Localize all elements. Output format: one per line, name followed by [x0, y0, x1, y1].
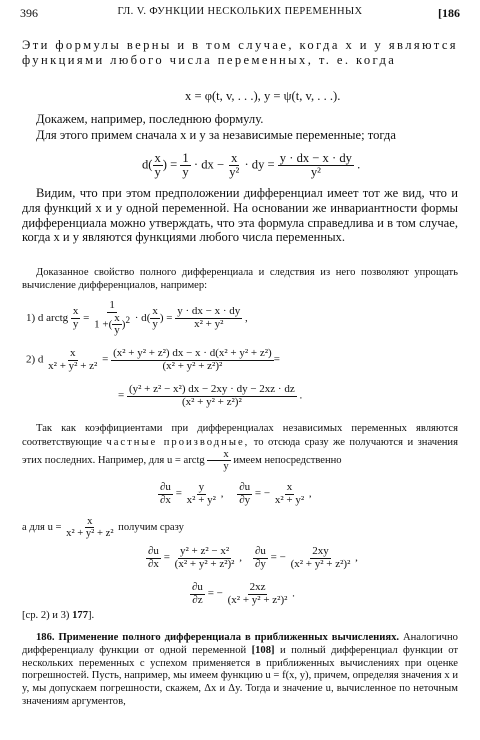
- eq-sign: =: [118, 389, 125, 402]
- reference-line: [22, 610, 94, 623]
- partials-arctg: [158, 482, 312, 506]
- page-number: 396: [20, 6, 38, 20]
- paragraph-property: Доказанное свойство полного дифференциала и следствия из него позволяют упрощать вычисление дифференциалов, например:: [22, 267, 458, 291]
- d-arctg: d arctg: [37, 311, 69, 324]
- frac-num: x: [231, 151, 238, 165]
- frac-num: x: [286, 481, 293, 493]
- frac-num: x: [152, 305, 158, 318]
- frac-den: 1 +( $\frac{x}{y}$ )$^2$: [94, 311, 131, 337]
- section-ref: [186: [438, 6, 460, 20]
- comma: ,: [355, 551, 358, 564]
- frac-den: ∂y: [254, 557, 266, 570]
- square: 2: [125, 314, 131, 325]
- text-segment: имеем непосредственно: [233, 455, 342, 467]
- frac-den: x² + y²: [194, 317, 224, 330]
- frac-num: x: [72, 305, 79, 318]
- eq-sign: =: [83, 311, 90, 324]
- frac-num: ∂u: [148, 545, 159, 557]
- text-segment: ].: [88, 610, 95, 621]
- comma: ,: [220, 487, 224, 500]
- text-segment: [ср. 2) и 3): [22, 610, 70, 621]
- frac-den: (x² + y² + z²)²: [181, 395, 242, 408]
- frac-num: x: [70, 347, 76, 359]
- eq-minus: = −: [254, 487, 271, 500]
- eq-minus: = −: [270, 551, 286, 564]
- frac-den: (x² + y² + z²)²: [227, 593, 288, 606]
- frac-den: ∂z: [192, 593, 203, 606]
- frac-num: ∂u: [192, 581, 203, 593]
- frac-num: (x² + y² + z²) dx − x · d(x² + y² + z²): [113, 347, 272, 359]
- example-label: 1): [26, 311, 36, 324]
- paragraph-intro: Эти формулы верны и в том случае, когда x и y являются функциями любого числа переменных, т. е. когда: [22, 38, 458, 67]
- frac-den: x² + y²: [186, 493, 216, 506]
- partials-xyz-row1: [146, 546, 358, 570]
- eq-sign: =: [102, 353, 109, 366]
- frac-num: x: [87, 516, 93, 527]
- paragraph-invariance: Видим, что при этом предположении дифференциал имеет тот же вид, что и для функций x и y одной переменной. На основании же инвариантности формы дифференциала можно утверждать, что эта формула справедлива и в том случае, когда x и y являются функциями любого числа переменных.: [22, 186, 458, 245]
- frac-num: 1: [182, 151, 189, 165]
- frac-den: y: [223, 461, 229, 473]
- text-segment: Так как коэффициентами при дифференциалах независимых переменных являются соответствующие: [22, 423, 458, 448]
- eq-sign: =: [175, 487, 182, 500]
- frac-num: y: [198, 481, 205, 493]
- partials-xyz-row2: [190, 582, 295, 606]
- paragraph-assume: Для этого примем сначала x и y за независимые переменные; тогда: [36, 128, 396, 142]
- eq-sign: =: [273, 353, 280, 366]
- comma: ,: [245, 311, 248, 324]
- frac-den: ∂y: [239, 493, 251, 506]
- frac-den: ∂x: [148, 557, 159, 570]
- u2-line: [22, 516, 184, 539]
- frac-den: (x² + y² + z²)²: [174, 557, 235, 570]
- ref-number: [108]: [251, 644, 275, 656]
- frac-den: x² + y²: [274, 493, 305, 506]
- paragraph-partials: [22, 422, 458, 472]
- frac-den: y: [72, 317, 79, 330]
- frac-num: 1: [109, 299, 115, 311]
- frac-den: y: [152, 317, 158, 330]
- frac-num: 2xy: [312, 545, 329, 557]
- example-label: 2): [26, 353, 36, 366]
- comma: ,: [308, 487, 312, 500]
- d-symbol: d: [37, 353, 44, 366]
- frac-num: y · dx − x · dy: [177, 305, 241, 318]
- dy-term: · dy =: [244, 157, 275, 172]
- frac-num: 2xz: [249, 581, 266, 593]
- comma: ,: [239, 551, 242, 564]
- inner-num: x: [114, 311, 120, 324]
- frac-den: x² + y² + z²: [48, 359, 98, 372]
- period: .: [299, 389, 303, 402]
- frac-den: (x² + y² + z²)²: [162, 359, 223, 372]
- period: .: [357, 157, 361, 172]
- example-2-formula: [26, 348, 280, 372]
- eq-sign: =: [163, 551, 170, 564]
- frac-den: y: [154, 165, 161, 180]
- frac-den: (x² + y² + z²)²: [290, 557, 351, 570]
- example-1-formula: 1) d arctg $\frac{x}{y}$ = 1 1 +( $\frac{x}{y}$ )$^2$ · d( $\frac{x}{y}$ ) = $\frac{y \cdot dx - x \cdot dy}{\text{x² + y²}}$ ,: [26, 299, 248, 337]
- eq-sign: =: [166, 311, 173, 324]
- formula-d-quotient: d( $\frac{x}{y}$ ) = $\frac{1}{y}$ · dx − $\frac{x}{\text{y²}}$ · dy = $\frac{y \cdot dx - x \cdot dy}{\text{y²}}$ .: [142, 151, 361, 180]
- dot-d: · d: [134, 311, 147, 324]
- ref-number: 177: [72, 610, 88, 621]
- d-symbol: d: [142, 157, 149, 172]
- one-plus: 1 +: [94, 318, 109, 331]
- frac-num: ∂u: [254, 545, 266, 557]
- text-segment: то отсюда сразу же получаются и значения этих последних. Например, для: [22, 436, 458, 467]
- section-title: 186. Применение полного дифференциала в приближенных вычислениях.: [36, 632, 400, 643]
- frac-den: y²: [229, 165, 240, 180]
- u-eq: u = arctg: [166, 455, 205, 467]
- text-segment: получим сразу: [118, 522, 184, 534]
- frac-num: y² + z² − x²: [179, 545, 230, 557]
- frac-num: (y² + z² − x²) dx − 2xy · dy − 2xz · dz: [128, 383, 295, 395]
- text-segment: и полный дифференциал функции от нескольких переменных с успехом применяется в приближенных вычислениях при оценке погрешностей. Пусть, например, мы имеем функцию u = f(x, y), причем, определяя значения x и y, мы допускаем погрешности, скажем, Δx и Δy. Тогда и значение u, вычисленное по неточным значениям аргументов,: [22, 644, 459, 707]
- section-186: [22, 632, 458, 709]
- formula-xy-functions: x = φ(t, v, . . .), y = ψ(t, v, . . .).: [185, 89, 341, 103]
- example-2-result: [118, 384, 302, 408]
- inner-den: y: [114, 324, 120, 337]
- frac-num: ∂u: [239, 481, 251, 493]
- frac-den: y: [182, 165, 189, 180]
- frac-den: ∂x: [160, 493, 171, 506]
- dx-term: · dx −: [193, 157, 225, 172]
- frac-den: x² + y² + z²: [66, 528, 114, 540]
- period: .: [292, 587, 295, 600]
- u-eq: u =: [47, 522, 62, 534]
- frac-num: x: [154, 151, 161, 165]
- eq-sign: =: [170, 157, 178, 172]
- frac-num: x: [207, 449, 230, 461]
- frac-num: y · dx − x · dy: [279, 151, 352, 165]
- page-header: [20, 6, 460, 24]
- frac-num: ∂u: [160, 481, 171, 493]
- paragraph-prove: Докажем, например, последнюю формулу.: [36, 112, 264, 126]
- spaced-term: частные производные,: [106, 436, 250, 448]
- text-segment: а для: [22, 522, 45, 534]
- text-segment: Аналогично дифференциалу функции от одной переменной: [22, 632, 458, 656]
- chapter-title: ГЛ. V. ФУНКЦИИ НЕСКОЛЬКИХ ПЕРЕМЕННЫХ: [117, 6, 363, 17]
- frac-den: y²: [310, 165, 321, 180]
- eq-minus: = −: [207, 587, 223, 600]
